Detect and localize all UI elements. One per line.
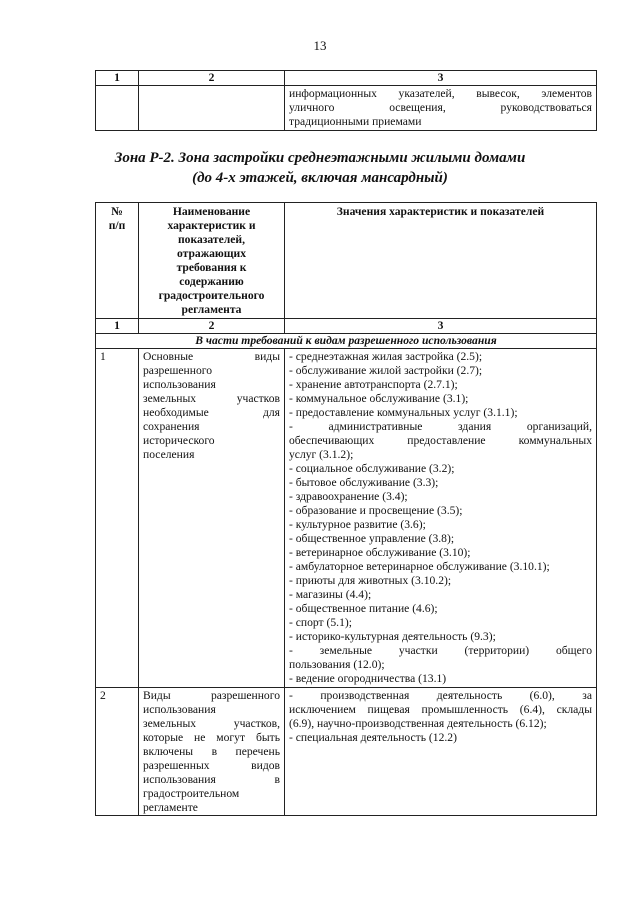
row-value-line: (6.9), научно-производственная деятельность (6.12); (289, 717, 547, 730)
row-value-line: - приюты для животных (3.10.2); (289, 574, 452, 587)
row-value-line: - здравоохранение (3.4); (289, 490, 408, 503)
row-name-line: Виды разрешенного (143, 689, 280, 702)
continued-table-row (96, 86, 597, 131)
row-value-line: - хранение автотранспорта (2.7.1); (289, 378, 458, 391)
row-values (285, 349, 597, 688)
row-value-line: - среднеэтажная жилая застройка (2.5); (289, 350, 483, 363)
row-value-line: - предоставление коммунальных услуг (3.1.1); (289, 406, 518, 419)
row-name-line: Основные виды (143, 350, 280, 363)
row-name-line: земельных участков (143, 392, 280, 405)
header-name-line: содержанию (179, 275, 244, 288)
header-name-line: характеристик и (167, 219, 256, 232)
continued-table-header (96, 71, 597, 86)
row-value-line: - общественное управление (3.8); (289, 532, 455, 545)
row-value-line: - административные здания организаций, (289, 420, 592, 433)
row-name-line: сохранения (143, 420, 200, 433)
row-value-line: - магазины (4.4); (289, 588, 372, 601)
zone-title-line: (до 4-х этажей, включая мансардный) (192, 170, 448, 186)
row-name (139, 688, 285, 816)
row-value-line: - ведение огородничества (13.1) (289, 672, 447, 685)
row-name-line: градостроительном (143, 787, 240, 800)
zone-requirements-table (95, 202, 597, 816)
row-name-line: исторического (143, 434, 215, 447)
row-value-line: - земельные участки (территории) общего (289, 644, 592, 657)
row-value-line: обеспечивающих предоставление коммунальных (289, 434, 592, 447)
zone-title (0, 148, 640, 188)
column-number-3: 3 (285, 319, 597, 334)
column-numbers-row (96, 319, 597, 334)
header-name-line: требования к (176, 261, 247, 274)
row-values (285, 688, 597, 816)
header-name-line: регламента (181, 303, 242, 316)
row-name-line: регламенте (143, 801, 198, 814)
table-row (96, 349, 597, 688)
row-value-line: - обслуживание жилой застройки (2.7); (289, 364, 483, 377)
row-value-line: - культурное развитие (3.6); (289, 518, 426, 531)
row-value-line: - общественное питание (4.6); (289, 602, 438, 615)
continued-text-line: традиционными приемами (289, 115, 422, 128)
row-value-line: - социальное обслуживание (3.2); (289, 462, 455, 475)
page-number: 13 (313, 38, 327, 53)
header-values: Значения характеристик и показателей (285, 203, 597, 319)
empty-cell (139, 86, 285, 131)
header-number (96, 203, 139, 319)
header-name (139, 203, 285, 319)
row-name-line: включены в перечень (143, 745, 280, 758)
row-value-line: - историко-культурная деятельность (9.3); (289, 630, 496, 643)
row-number: 2 (96, 688, 139, 816)
column-number-2: 2 (139, 319, 285, 334)
header-number-line: п/п (108, 219, 126, 232)
column-number-1: 1 (96, 71, 139, 86)
row-value-line: - бытовое обслуживание (3.3); (289, 476, 439, 489)
row-value-line: - коммунальное обслуживание (3.1); (289, 392, 469, 405)
row-value-line: - амбулаторное ветеринарное обслуживание (3.10.1); (289, 560, 550, 573)
row-value-line: - спорт (5.1); (289, 616, 352, 629)
row-name (139, 349, 285, 688)
row-number: 1 (96, 349, 139, 688)
row-value-line: - производственная деятельность (6.0), за (289, 689, 592, 702)
section-row (96, 334, 597, 349)
header-name-line: показателей, (177, 233, 245, 246)
row-name-line: использования (143, 703, 216, 716)
column-number-1: 1 (96, 319, 139, 334)
row-value-line: пользования (12.0); (289, 658, 385, 671)
continued-table (95, 70, 597, 131)
header-number-line: № (111, 205, 123, 218)
row-name-line: которые не могут быть (143, 731, 280, 744)
table-header-row (96, 203, 597, 319)
row-name-line: необходимые для (143, 406, 280, 419)
row-name-line: использования в (143, 773, 280, 786)
row-value-line: - ветеринарное обслуживание (3.10); (289, 546, 471, 559)
header-name-line: Наименование (172, 205, 251, 218)
column-number-3: 3 (285, 71, 597, 86)
continued-text-line: уличного освещения, руководствоваться (289, 101, 592, 114)
row-name-line: земельных участков, (143, 717, 280, 730)
row-value-line: - специальная деятельность (12.2) (289, 731, 457, 744)
header-name-line: отражающих (176, 247, 247, 260)
row-name-line: разрешенного (143, 364, 213, 377)
empty-cell (96, 86, 139, 131)
row-name-line: использования (143, 378, 216, 391)
header-name-line: градостроительного (158, 289, 265, 302)
continued-text-line: информационных указателей, вывесок, элементов (289, 87, 592, 100)
section-title: В части требований к видам разрешенного использования (96, 334, 597, 349)
row-name-line: разрешенных видов (143, 759, 280, 772)
row-value-line: исключением пищевая промышленность (6.4), склады (289, 703, 592, 716)
row-name-line: поселения (143, 448, 195, 461)
column-number-2: 2 (139, 71, 285, 86)
table-row (96, 688, 597, 816)
continued-text-cell (285, 86, 597, 131)
zone-title-line: Зона Р-2. Зона застройки среднеэтажными жилыми домами (114, 150, 526, 166)
row-value-line: - образование и просвещение (3.5); (289, 504, 463, 517)
row-value-line: услуг (3.1.2); (289, 448, 354, 461)
